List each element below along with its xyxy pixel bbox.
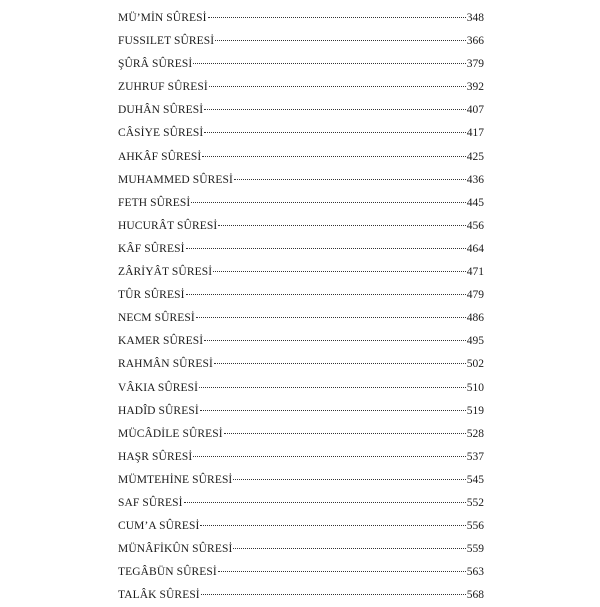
toc-entry (118, 7, 484, 30)
toc-entry-title: KAMER SÛRESİ (118, 335, 204, 348)
dot-leader (202, 155, 465, 157)
toc-entry-title: MÜNÂFİKÛN SÛRESİ (118, 543, 233, 556)
toc-entry (118, 492, 484, 515)
toc-entry-page: 528 (466, 427, 484, 440)
toc-entry-page: 425 (466, 150, 484, 163)
dot-leader (184, 501, 466, 503)
toc-entry-title: TÛR SÛRESİ (118, 289, 185, 302)
dot-leader (214, 362, 466, 364)
dot-leader (196, 316, 466, 318)
toc-entry-title: KÂF SÛRESİ (118, 242, 185, 255)
dot-leader (215, 39, 466, 41)
toc-entry-page: 464 (466, 242, 484, 255)
toc-entry-page: 519 (466, 404, 484, 417)
toc-entry-page: 563 (466, 566, 484, 579)
dot-leader (200, 409, 466, 411)
toc-entry-title: CUM’A SÛRESİ (118, 520, 200, 533)
toc-entry-title: DUHÂN SÛRESİ (118, 104, 204, 117)
toc-entry-title: FUSSILET SÛRESİ (118, 35, 215, 48)
toc-entry (118, 215, 484, 238)
toc-entry-page: 392 (466, 81, 484, 94)
toc-entry-title: HUCURÂT SÛRESİ (118, 219, 218, 232)
toc-entry (118, 423, 484, 446)
dot-leader (233, 547, 465, 549)
dot-leader (199, 386, 466, 388)
dot-leader (224, 432, 466, 434)
toc-entry-page: 417 (466, 127, 484, 140)
toc-entry (118, 53, 484, 76)
toc-entry-title: ZÂRİYÂT SÛRESİ (118, 266, 213, 279)
toc-entry (118, 561, 484, 584)
toc-entry-title: TALÂK SÛRESİ (118, 589, 200, 602)
toc-entry-title: HADÎD SÛRESİ (118, 404, 199, 417)
toc-entry (118, 469, 484, 492)
toc-entry (118, 353, 484, 376)
toc-entry (118, 192, 484, 215)
toc-entry (118, 377, 484, 400)
toc-entry (118, 146, 484, 169)
toc-entry (118, 169, 484, 192)
toc-entry-title: VÂKIA SÛRESİ (118, 381, 199, 394)
toc-entry-page: 502 (466, 358, 484, 371)
dot-leader (193, 62, 465, 64)
toc-entry-page: 495 (466, 335, 484, 348)
toc-entry (118, 446, 484, 469)
dot-leader (218, 570, 466, 572)
toc-entry-title: TEGÂBÜN SÛRESİ (118, 566, 217, 579)
toc-entry-page: 471 (466, 266, 484, 279)
toc-entry-page: 537 (466, 450, 484, 463)
toc-entry-page: 510 (466, 381, 484, 394)
toc-entry-page: 436 (466, 173, 484, 186)
table-of-contents (118, 7, 484, 607)
dot-leader (233, 478, 465, 480)
dot-leader (204, 108, 466, 110)
toc-entry-page: 568 (466, 589, 484, 602)
toc-entry (118, 30, 484, 53)
toc-entry (118, 99, 484, 122)
toc-entry (118, 76, 484, 99)
toc-entry-title: NECM SÛRESİ (118, 312, 195, 325)
toc-entry-title: CÂSİYE SÛRESİ (118, 127, 204, 140)
toc-entry-title: SAF SÛRESİ (118, 496, 183, 509)
toc-entry-page: 545 (466, 473, 484, 486)
toc-entry-page: 445 (466, 196, 484, 209)
toc-entry-title: AHKÂF SÛRESİ (118, 150, 202, 163)
toc-entry (118, 515, 484, 538)
dot-leader (186, 293, 466, 295)
toc-entry-page: 556 (466, 520, 484, 533)
dot-leader (191, 201, 465, 203)
toc-entry-title: ŞÛRÂ SÛRESİ (118, 58, 193, 71)
toc-entry-title: MÜ’MİN SÛRESİ (118, 12, 207, 24)
toc-entry-page: 559 (466, 543, 484, 556)
dot-leader (208, 16, 466, 18)
toc-entry (118, 238, 484, 261)
dot-leader (234, 178, 466, 180)
dot-leader (193, 455, 465, 457)
dot-leader (201, 593, 466, 595)
toc-entry-title: HAŞR SÛRESİ (118, 450, 193, 463)
dot-leader (186, 247, 466, 249)
toc-entry-title: MÜCÂDİLE SÛRESİ (118, 427, 223, 440)
dot-leader (204, 131, 465, 133)
toc-entry (118, 538, 484, 561)
toc-entry-title: FETH SÛRESİ (118, 196, 191, 209)
toc-entry-page: 407 (466, 104, 484, 117)
toc-entry-page: 456 (466, 219, 484, 232)
toc-entry (118, 307, 484, 330)
toc-entry-page: 366 (466, 35, 484, 48)
toc-entry-title: RAHMÂN SÛRESİ (118, 358, 213, 371)
toc-entry-title: ZUHRUF SÛRESİ (118, 81, 208, 94)
toc-entry-title: MÜMTEHİNE SÛRESİ (118, 473, 233, 486)
toc-entry (118, 584, 484, 607)
toc-entry (118, 261, 484, 284)
toc-entry-title: MUHAMMED SÛRESİ (118, 173, 233, 186)
toc-entry-page: 348 (466, 12, 484, 24)
toc-entry-page: 552 (466, 496, 484, 509)
dot-leader (200, 524, 465, 526)
toc-entry-page: 379 (466, 58, 484, 71)
toc-entry (118, 284, 484, 307)
toc-entry (118, 330, 484, 353)
toc-entry (118, 400, 484, 423)
dot-leader (213, 270, 466, 272)
dot-leader (218, 224, 465, 226)
toc-entry-page: 479 (466, 289, 484, 302)
dot-leader (209, 85, 466, 87)
dot-leader (204, 339, 466, 341)
toc-entry (118, 122, 484, 145)
toc-entry-page: 486 (466, 312, 484, 325)
